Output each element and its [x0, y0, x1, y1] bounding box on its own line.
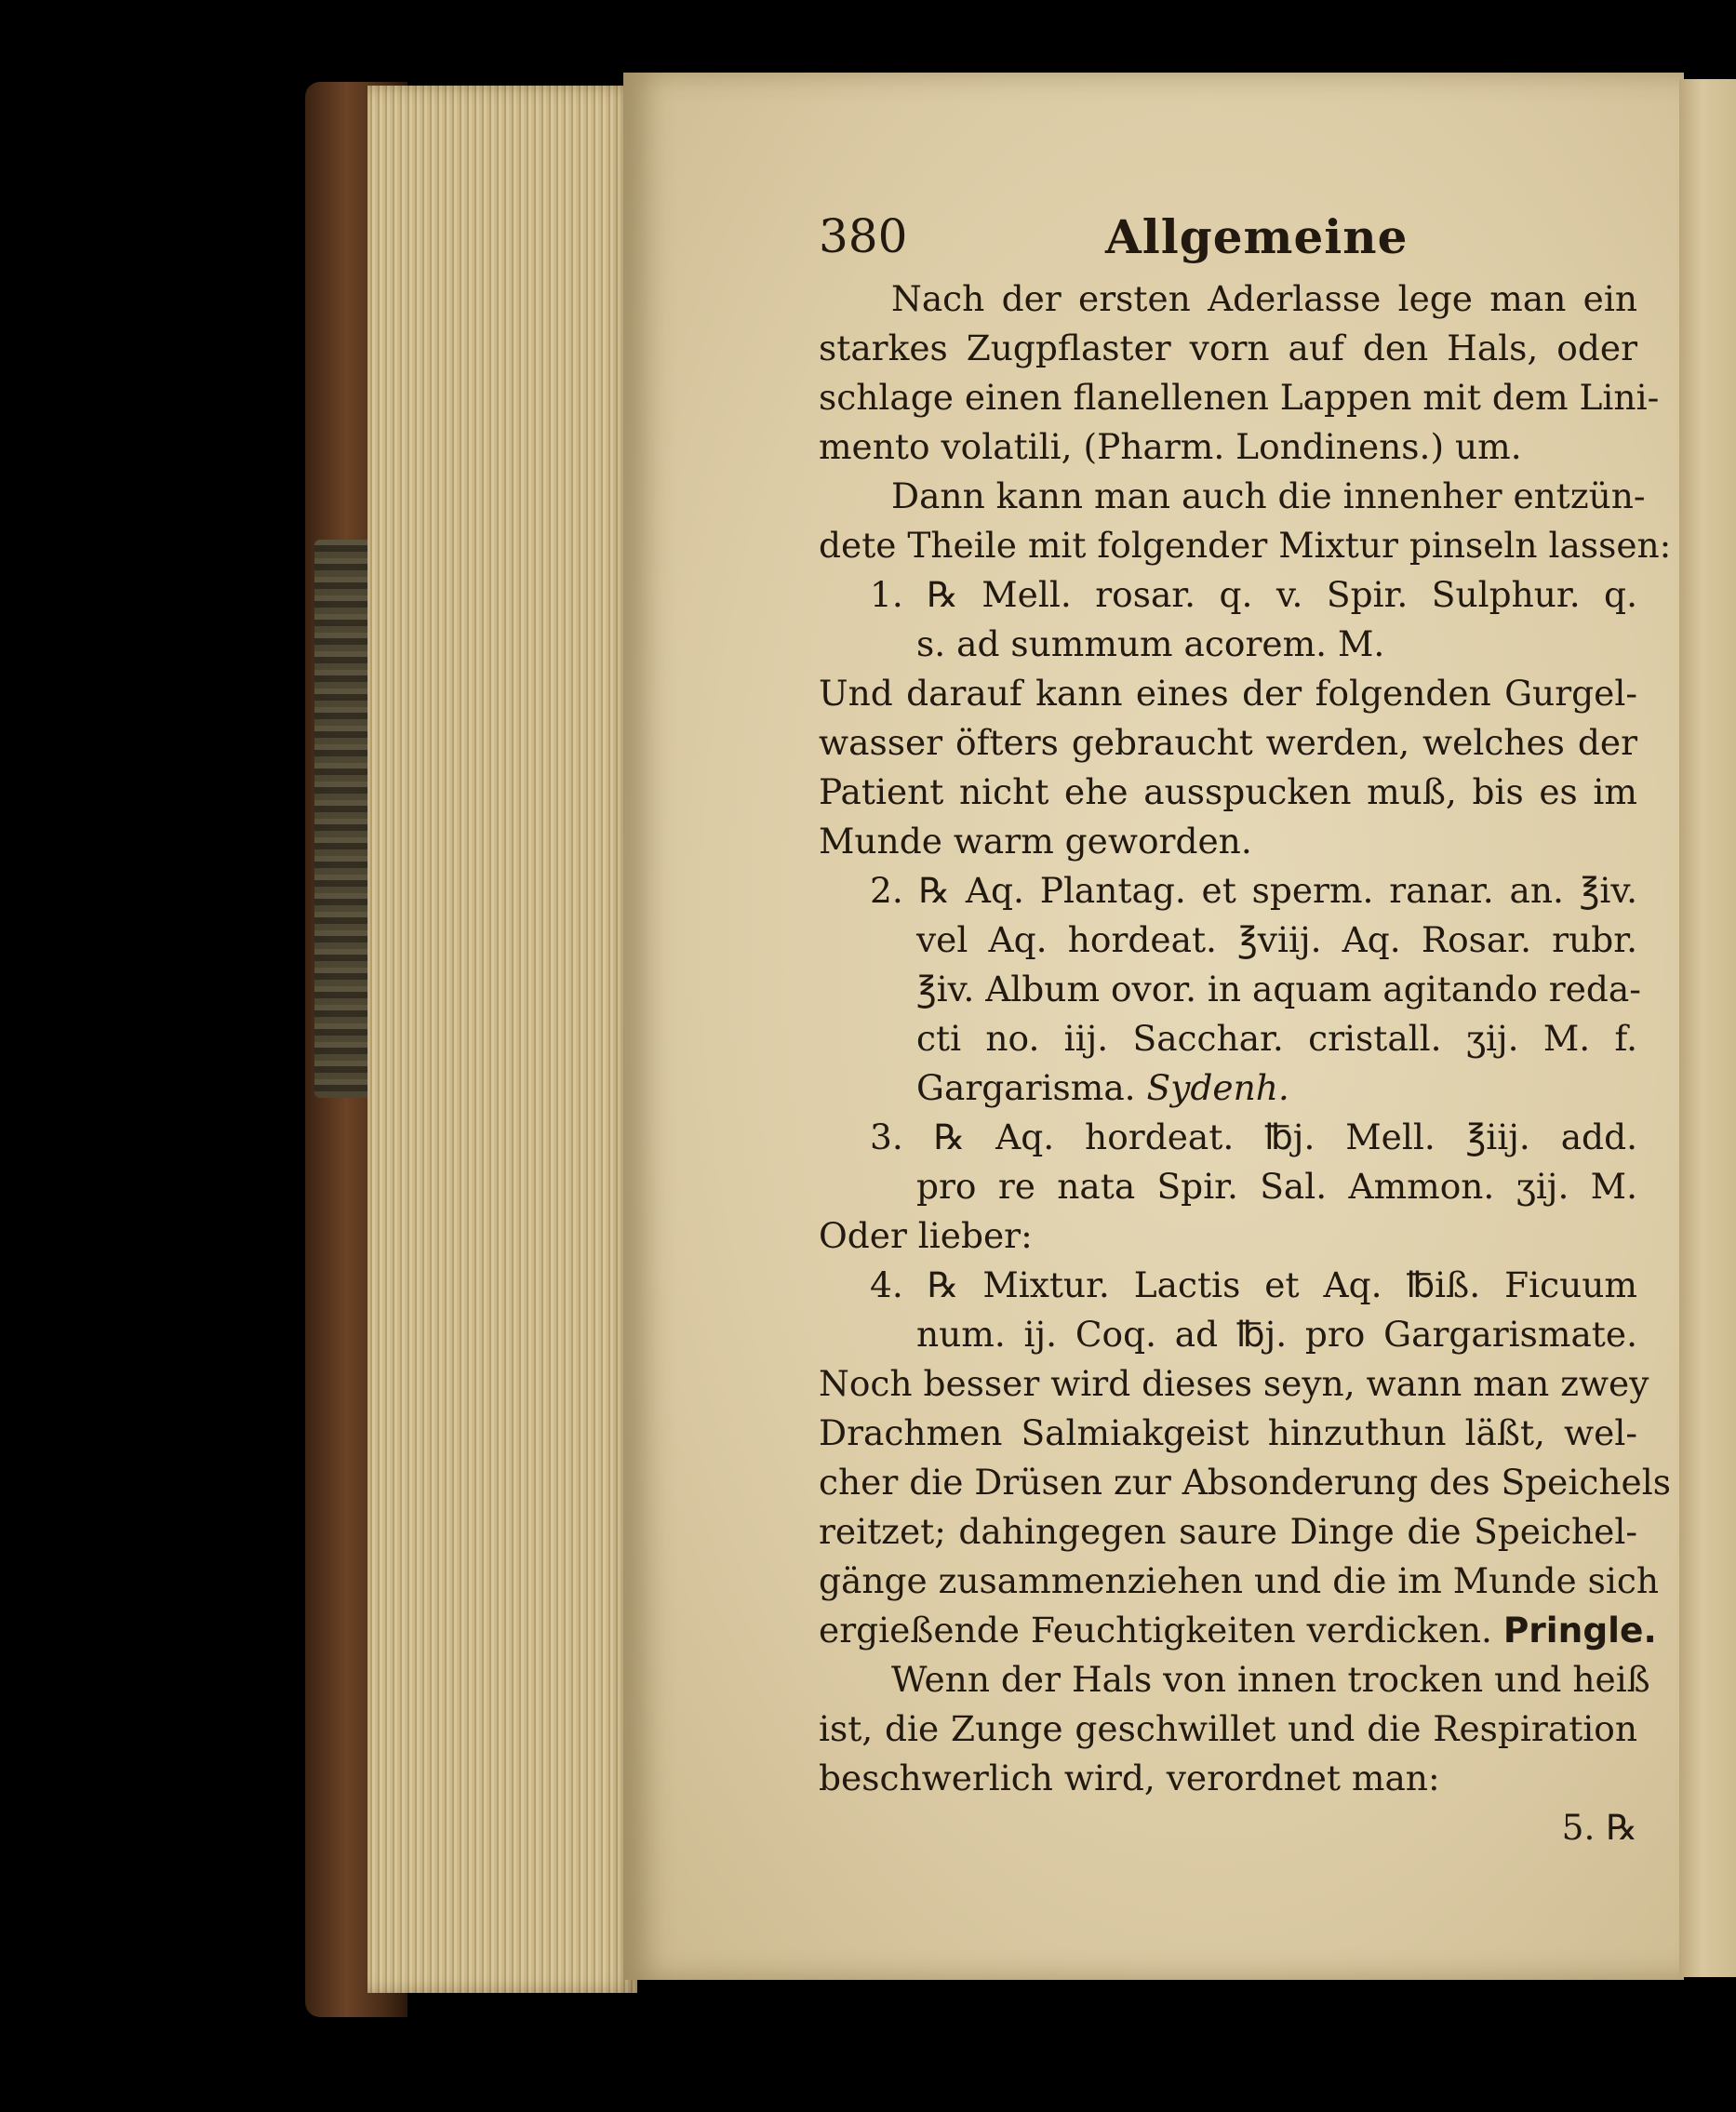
- line-text: Noch besser wird dieses seyn, wann man zwey: [819, 1363, 1649, 1404]
- text-line: [819, 1162, 1637, 1211]
- line-text: 2. ℞ Aq. Plantag. et sperm. ranar. an. ℥iv.: [870, 870, 1637, 911]
- line-text: ℥iv. Album ovor. in aquam agitando reda-: [916, 969, 1641, 1009]
- line-text: Nach der ersten Aderlasse lege man ein: [891, 278, 1637, 319]
- text-line: [819, 570, 1637, 620]
- text-line: [819, 373, 1660, 422]
- text-line: [819, 274, 1637, 324]
- page-number: 380: [819, 209, 908, 263]
- text-line: [819, 965, 1641, 1014]
- line-text: cher die Drüsen zur Absonderung des Speichels: [819, 1462, 1671, 1503]
- line-text: mento volatili, (Pharm. Londinens.) um.: [819, 426, 1522, 467]
- text-line: [819, 472, 1646, 521]
- line-text: num. ij. Coq. ad ℔j. pro Gargarismate.: [916, 1314, 1637, 1355]
- text-line: [819, 866, 1637, 916]
- line-text: schlage einen flanellenen Lappen mit dem Lini-: [819, 377, 1660, 418]
- line-text: vel Aq. hordeat. ℥viij. Aq. Rosar. rubr.: [916, 919, 1637, 960]
- text-line: [819, 1359, 1649, 1409]
- line-text: cti no. iij. Sacchar. cristall. ʒij. M. f.: [916, 1018, 1637, 1059]
- text-line: [819, 1507, 1637, 1557]
- text-line: [819, 1113, 1637, 1162]
- catchword-row: [819, 1803, 1637, 1852]
- text-line: [819, 916, 1637, 965]
- text-line: [819, 1655, 1650, 1704]
- text-line: [819, 1409, 1637, 1458]
- text-line: [819, 1458, 1671, 1507]
- citation-italic: Sydenh.: [1146, 1067, 1289, 1108]
- text-line: [819, 1557, 1659, 1606]
- line-text: gänge zusammenziehen und die im Munde sich: [819, 1560, 1659, 1601]
- text-line: [819, 1261, 1637, 1310]
- text-line: [819, 521, 1672, 570]
- text-line: [819, 1606, 1657, 1655]
- line-text: Dann kann man auch die innenher entzün-: [891, 475, 1646, 516]
- facing-page-edge: [1679, 79, 1736, 1977]
- citation-author: Pringle.: [1502, 1610, 1657, 1651]
- text-line: [819, 669, 1637, 718]
- text-line: [819, 768, 1637, 817]
- catchword: 5. ℞: [1561, 1807, 1637, 1848]
- text-line: [819, 1704, 1637, 1754]
- line-text: 4. ℞ Mixtur. Lactis et Aq. ℔iß. Ficuum: [870, 1264, 1637, 1305]
- line-text: Munde warm geworden.: [819, 821, 1252, 862]
- text-line: [819, 718, 1637, 768]
- line-text: ergießende Feuchtigkeiten verdicken.: [819, 1610, 1492, 1651]
- line-text: 3. ℞ Aq. hordeat. ℔j. Mell. ℥iij. add.: [870, 1116, 1637, 1157]
- line-text: wasser öfters gebraucht werden, welches der: [819, 722, 1637, 763]
- line-text: Gargarisma.: [916, 1067, 1136, 1108]
- line-text: s. ad summum acorem. M.: [916, 623, 1385, 664]
- page-text-block: [819, 209, 1672, 1852]
- text-line: [819, 422, 1637, 472]
- text-line: [819, 1310, 1637, 1359]
- cover-marbled-patch: [314, 540, 370, 1098]
- line-text: dete Theile mit folgender Mixtur pinseln lassen:: [819, 525, 1672, 566]
- text-line: [819, 324, 1637, 373]
- text-line: [819, 817, 1637, 866]
- line-text: Wenn der Hals von innen trocken und heiß: [891, 1659, 1650, 1700]
- line-text: reitzet; dahingegen saure Dinge die Speichel-: [819, 1511, 1637, 1552]
- line-text: pro re nata Spir. Sal. Ammon. ʒij. M.: [916, 1166, 1637, 1207]
- running-head: Allgemeine: [1105, 209, 1409, 264]
- text-line: [819, 1063, 1637, 1113]
- stacked-page-edges: [367, 86, 637, 1993]
- line-text: starkes Zugpflaster vorn auf den Hals, oder: [819, 327, 1637, 368]
- line-text: 1. ℞ Mell. rosar. q. v. Spir. Sulphur. q.: [870, 574, 1637, 615]
- line-text: Patient nicht ehe ausspucken muß, bis es im: [819, 771, 1637, 812]
- line-text: Und darauf kann eines der folgenden Gurgel-: [819, 673, 1637, 714]
- body-text: [819, 274, 1672, 1803]
- line-text: ist, die Zunge geschwillet und die Respiration: [819, 1708, 1637, 1749]
- text-line: [819, 620, 1637, 669]
- text-line: [819, 1754, 1637, 1803]
- line-text: beschwerlich wird, verordnet man:: [819, 1758, 1440, 1798]
- page-header: [819, 209, 1637, 274]
- text-line: [819, 1211, 1637, 1261]
- line-text: Drachmen Salmiakgeist hinzuthun läßt, wel-: [819, 1412, 1637, 1453]
- text-line: [819, 1014, 1637, 1063]
- line-text: Oder lieber:: [819, 1215, 1033, 1256]
